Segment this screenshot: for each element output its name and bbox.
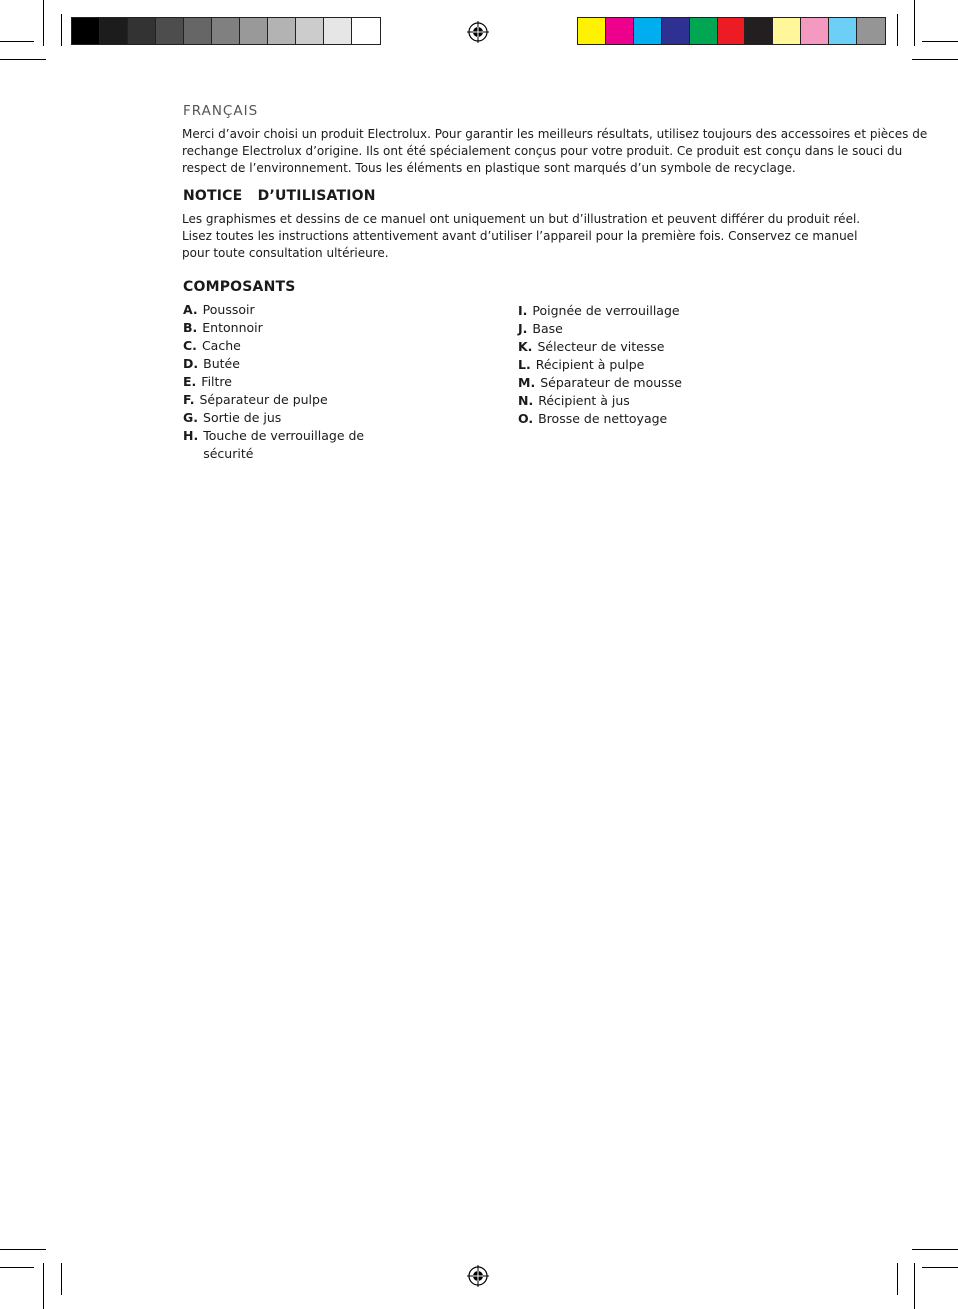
component-item [518, 320, 778, 338]
crop-mark-top-right-horizontal [912, 59, 958, 60]
component-letter: M. [518, 375, 536, 390]
color-swatch [662, 18, 690, 44]
grayscale-swatch [212, 18, 240, 44]
components-list-right [518, 302, 778, 428]
crop-mark-top-left-vertical [43, 0, 44, 46]
color-swatch [578, 18, 606, 44]
component-label: Cache [201, 338, 241, 353]
color-swatch [773, 18, 801, 44]
component-label: Butée [203, 356, 240, 371]
component-letter: L. [518, 357, 531, 372]
grayscale-swatch [128, 18, 156, 44]
grayscale-swatch [296, 18, 324, 44]
notice-heading: NOTICE D’UTILISATION [183, 188, 376, 204]
grayscale-swatch [352, 18, 380, 44]
color-swatch [857, 18, 885, 44]
crop-mark-top-right-inner [897, 14, 898, 46]
component-label: Entonnoir [202, 320, 263, 335]
crop-mark-bottom-left-horizontal [0, 1249, 46, 1250]
component-item [518, 392, 778, 410]
component-item [183, 427, 393, 463]
component-label: Filtre [201, 374, 232, 389]
crop-mark-bottom-right-vertical [914, 1263, 915, 1309]
component-letter: N. [518, 393, 534, 408]
intro-paragraph: Merci d’avoir choisi un produit Electrolux. Pour garantir les meilleurs résultats, utilisez toujours des accessoires et pièces de rechange Electrolux d’origine. Ils ont été spécialement conçus pour votre produit. Ce produit est conçu dans le souci du respect de l’environnement. Tous les éléments en plastique sont marqués d’un symbole de recyclage. [182, 127, 928, 175]
component-label: Brosse de nettoyage [538, 411, 668, 426]
component-label: Récipient à jus [538, 393, 630, 408]
grayscale-swatch [240, 18, 268, 44]
language-label: FRANÇAIS [183, 103, 259, 119]
component-label: Touche de verrouillage de sécurité [203, 428, 365, 461]
crop-mark-top-right-vertical [914, 0, 915, 46]
color-swatch [634, 18, 662, 44]
color-calibration-bar [577, 17, 886, 45]
component-letter: J. [518, 321, 528, 336]
component-item [183, 373, 393, 391]
component-item [183, 337, 393, 355]
color-swatch [745, 18, 773, 44]
component-letter: O. [518, 411, 534, 426]
crop-mark-top-left-inner [61, 14, 62, 46]
component-letter: I. [518, 303, 528, 318]
crop-mark-bottom-right-horizontal [912, 1249, 958, 1250]
component-item [518, 374, 778, 392]
component-label: Poignée de verrouillage [532, 303, 680, 318]
grayscale-swatch [156, 18, 184, 44]
component-letter: C. [183, 338, 197, 353]
crop-mark-bottom-left-inner-h [0, 1267, 34, 1268]
component-letter: G. [183, 410, 199, 425]
grayscale-swatch [72, 18, 100, 44]
crop-mark-bottom-right-inner [897, 1263, 898, 1295]
color-swatch [606, 18, 634, 44]
registration-mark-top-icon [467, 21, 489, 43]
component-letter: F. [183, 392, 195, 407]
component-label: Séparateur de mousse [540, 375, 682, 390]
crop-mark-top-left-inner-h [0, 41, 34, 42]
component-item [518, 302, 778, 320]
grayscale-swatch [268, 18, 296, 44]
component-label: Sortie de jus [203, 410, 282, 425]
crop-mark-bottom-left-vertical [43, 1263, 44, 1309]
component-letter: K. [518, 339, 533, 354]
components-heading: COMPOSANTS [183, 279, 296, 295]
notice-paragraph: Les graphismes et dessins de ce manuel ont uniquement un but d’illustration et peuvent différer du produit réel. Lisez toutes les instructions attentivement avant d’utiliser l’appareil pour la première fois. Conservez ce manuel pour toute consultation ultérieure. [182, 212, 861, 260]
component-item [183, 355, 393, 373]
crop-mark-bottom-left-inner [61, 1263, 62, 1295]
component-item [518, 410, 778, 428]
crop-mark-bottom-right-inner-h [922, 1267, 958, 1268]
component-letter: E. [183, 374, 197, 389]
component-item [518, 338, 778, 356]
component-item [183, 391, 393, 409]
component-label: Sélecteur de vitesse [537, 339, 665, 354]
component-letter: A. [183, 302, 198, 317]
components-list-left [183, 301, 393, 463]
component-letter: B. [183, 320, 198, 335]
color-swatch [718, 18, 746, 44]
registration-mark-bottom-icon [467, 1265, 489, 1287]
grayscale-calibration-bar [71, 17, 381, 45]
component-item [183, 319, 393, 337]
crop-mark-top-right-inner-h [922, 41, 958, 42]
component-letter: D. [183, 356, 199, 371]
component-label: Base [532, 321, 563, 336]
component-label: Séparateur de pulpe [199, 392, 328, 407]
color-swatch [690, 18, 718, 44]
color-swatch [829, 18, 857, 44]
crop-mark-top-left-horizontal [0, 59, 46, 60]
component-item [183, 301, 393, 319]
grayscale-swatch [324, 18, 352, 44]
grayscale-swatch [184, 18, 212, 44]
component-label: Récipient à pulpe [535, 357, 645, 372]
component-item [518, 356, 778, 374]
component-label: Poussoir [202, 302, 255, 317]
component-item [183, 409, 393, 427]
grayscale-swatch [100, 18, 128, 44]
color-swatch [801, 18, 829, 44]
component-letter: H. [183, 428, 199, 443]
